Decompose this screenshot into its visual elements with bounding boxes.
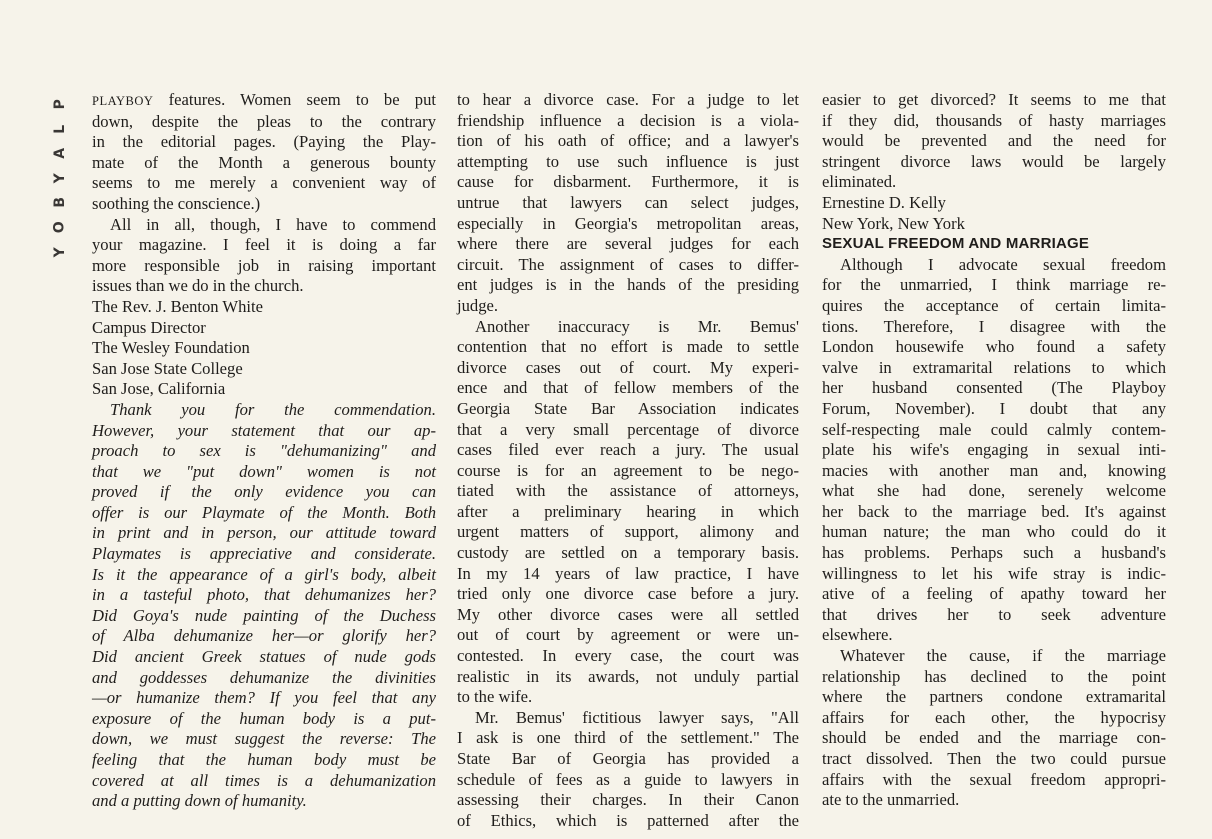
- editorial-reply: [92, 400, 436, 812]
- text-line: Playmates is appreciative and considerate.: [92, 544, 436, 564]
- text-line: after a preliminary hearing in which: [457, 501, 799, 521]
- letter-paragraph-continued: [822, 90, 1166, 193]
- text-line: human nature; the man who could do it: [822, 522, 1166, 542]
- column-1: [92, 90, 436, 812]
- signature-line: Ernestine D. Kelly: [822, 192, 946, 212]
- text-line: —or humanize them? If you feel that any: [92, 688, 436, 708]
- masthead-letter: A: [51, 148, 68, 159]
- masthead-letter: L: [51, 124, 68, 134]
- text-line: in print and in person, our attitude toward: [92, 523, 436, 543]
- text-line: cases filed ever reach a jury. The usual: [457, 440, 799, 460]
- text-line: proved if the only evidence you can: [92, 482, 436, 502]
- text-line: what she had done, serenely welcome: [822, 481, 1166, 501]
- text-line: feeling that the human body must be: [92, 750, 436, 769]
- text-line: affairs for each other, the hypocrisy: [822, 707, 1166, 727]
- text-line: assessing their charges. In their Canon: [457, 790, 799, 810]
- letter-paragraph-2: [822, 646, 1166, 811]
- text-line: Thank you for the commendation.: [110, 399, 436, 419]
- text-line: Whatever the cause, if the marriage: [840, 646, 1166, 666]
- text-line: State Bar of Georgia has provided a: [457, 749, 799, 768]
- text-line: London housewife who found a safety: [822, 337, 1166, 357]
- text-line: affairs with the sexual freedom appropri-: [822, 769, 1166, 789]
- text-line: macies with another man and, knowing: [822, 460, 1166, 480]
- masthead-letter: P: [51, 99, 68, 110]
- letter-paragraph-3: [457, 708, 799, 832]
- text-line: that a very small percentage of divorce: [457, 419, 799, 439]
- text-line: that we "put down" women is not: [92, 461, 436, 481]
- text-line: I ask is one third of the settlement." The: [457, 728, 799, 748]
- text-line: and a putting down of humanity.: [92, 791, 307, 811]
- text-line: out of court by agreement or were un-: [457, 625, 799, 645]
- masthead-letter: O: [51, 221, 68, 234]
- text-line: eliminated.: [822, 172, 897, 192]
- letter-paragraph-2: [457, 317, 799, 708]
- text-line: Mr. Bemus' fictitious lawyer says, "All: [475, 707, 799, 727]
- text-line: ate to the unmarried.: [822, 790, 960, 810]
- signature-line: New York, New York: [822, 213, 965, 233]
- column-3: [822, 90, 1166, 811]
- letter-signature: [822, 193, 1166, 234]
- playboy-vertical-masthead: [52, 92, 68, 264]
- text-line: Although I advocate sexual freedom: [840, 254, 1166, 274]
- text-line: untrue that lawyers can select judges,: [457, 192, 799, 212]
- signature-line: San Jose, California: [92, 379, 226, 399]
- letter-paragraph-1: [822, 255, 1166, 646]
- text-line: However, your statement that our ap-: [92, 420, 436, 440]
- text-line: Another inaccuracy is Mr. Bemus': [475, 316, 799, 336]
- letter-paragraph-2: [92, 215, 436, 297]
- text-line: where there are several judges for each: [457, 234, 799, 254]
- text-line: more responsible job in raising important: [92, 255, 436, 275]
- text-line: tiated with the assistance of attorneys,: [457, 481, 799, 501]
- text-line: in a tasteful photo, that dehumanizes her?: [92, 585, 436, 605]
- text-line: exposure of the human body is a put-: [92, 708, 436, 728]
- letter-paragraph-continued: [457, 90, 799, 317]
- text-line: that drives her to seek adventure: [822, 604, 1166, 624]
- text-line: covered at all times is a dehumanization: [92, 770, 436, 790]
- text-line: judge.: [457, 295, 499, 315]
- text-line: ent judges is in the hands of the presiding: [457, 275, 799, 295]
- text-line: contested. In every case, the court was: [457, 646, 799, 666]
- text-line: ence and that of fellow members of the: [457, 378, 799, 398]
- text-line: has problems. Perhaps such a husband's: [822, 543, 1166, 563]
- text-line: to the wife.: [457, 687, 533, 707]
- text-line: your magazine. I feel it is doing a far: [92, 235, 436, 255]
- text-line: divorce cases out of court. My experi-: [457, 357, 799, 377]
- text-line: Did Goya's nude painting of the Duchess: [92, 605, 436, 625]
- text-line: custody are settled on a temporary basis.: [457, 543, 799, 563]
- text-line: down, we must suggest the reverse: The: [92, 729, 436, 749]
- text-line: attempting to use such influence is just: [457, 151, 799, 171]
- text-line: tions. Therefore, I disagree with the: [822, 316, 1166, 336]
- text-line: cause for disbarment. Furthermore, it is: [457, 172, 799, 192]
- text-line: easier to get divorced? It seems to me that: [822, 90, 1166, 109]
- text-line: seems to me merely a convenient way of: [92, 173, 436, 193]
- text-line: especially in Georgia's metropolitan areas,: [457, 213, 799, 233]
- signature-line: The Wesley Foundation: [92, 338, 250, 358]
- text-line: should be ended and the marriage con-: [822, 728, 1166, 748]
- text-line: willingness to let his wife stray is indic-: [822, 563, 1166, 583]
- signature-line: Campus Director: [92, 317, 206, 337]
- text-line: elsewhere.: [822, 625, 893, 645]
- text-line: course is for an agreement to be nego-: [457, 460, 799, 480]
- text-line: of Ethics, which is patterned after the: [457, 810, 799, 830]
- text-line: offer is our Playmate of the Month. Both: [92, 502, 436, 522]
- text-line: urgent matters of support, alimony and: [457, 522, 799, 542]
- text-line: Did ancient Greek statues of nude gods: [92, 647, 436, 667]
- text-line: soothing the conscience.): [92, 193, 261, 213]
- text-line: issues than we do in the church.: [92, 276, 304, 296]
- text-line: relationship has declined to the point: [822, 666, 1166, 686]
- text-line: Is it the appearance of a girl's body, albeit: [92, 564, 436, 584]
- text-line: of Alba dehumanize her—or glorify her?: [92, 626, 436, 646]
- text-line: Georgia State Bar Association indicates: [457, 398, 799, 418]
- text-line: where the partners condone extramarital: [822, 687, 1166, 707]
- text-line: for the unmarried, I think marriage re-: [822, 275, 1166, 295]
- text-line: tried only one divorce case before a jury.: [457, 584, 799, 604]
- text-line: mate of the Month a generous bounty: [92, 152, 436, 172]
- text-line: her back to the marriage bed. It's against: [822, 501, 1166, 521]
- text-line: valve in extramarital relations to which: [822, 357, 1166, 377]
- text-line: tion of his oath of office; and a lawyer's: [457, 131, 799, 151]
- text-line: quires the acceptance of certain limita-: [822, 295, 1166, 315]
- masthead-letter: B: [51, 197, 68, 209]
- text-line: stringent divorce laws would be largely: [822, 151, 1166, 171]
- text-line: her husband consented (The Playboy: [822, 378, 1166, 398]
- text-line: if they did, thousands of hasty marriages: [822, 110, 1166, 130]
- text-line: tract dissolved. Then the two could pursue: [822, 749, 1166, 768]
- section-heading: SEXUAL FREEDOM AND MARRIAGE: [822, 235, 1090, 253]
- text-line: All in all, though, I have to commend: [110, 214, 436, 234]
- text-line: and goddesses dehumanize the divinities: [92, 667, 436, 687]
- playboy-smallcaps: PLAYBOY: [92, 94, 154, 108]
- text-line: self-respecting male could calmly contem-: [822, 419, 1166, 439]
- text-line: contention that no effort is made to settle: [457, 337, 799, 357]
- text-line: Forum, November). I doubt that any: [822, 398, 1166, 418]
- letter-paragraph-1: [92, 112, 436, 215]
- text-line: realistic in its awards, not unduly partial: [457, 666, 799, 686]
- column-2: [457, 90, 799, 831]
- signature-line: The Rev. J. Benton White: [92, 296, 263, 316]
- text-line: proach to sex is "dehumanizing" and: [92, 441, 436, 461]
- text-line: plate his wife's engaging in sexual inti-: [822, 440, 1166, 460]
- letter-signature: [92, 297, 436, 400]
- text-line: to hear a divorce case. For a judge to let: [457, 90, 799, 109]
- masthead-letter: Y: [51, 173, 68, 184]
- text-line: In my 14 years of law practice, I have: [457, 563, 799, 583]
- text-line: would be prevented and the need for: [822, 131, 1166, 151]
- text-line: circuit. The assignment of cases to differ-: [457, 254, 799, 274]
- text-line: My other divorce cases were all settled: [457, 604, 799, 624]
- text-line: schedule of fees as a guide to lawyers in: [457, 769, 799, 789]
- text-line: friendship influence a decision is a viola-: [457, 110, 799, 130]
- text-line: down, despite the pleas to the contrary: [92, 111, 436, 131]
- text-line: ative of a feeling of apathy toward her: [822, 584, 1166, 604]
- letter-opening-line: PLAYBOY features. Women seem to be put: [92, 90, 436, 109]
- masthead-letter: Y: [51, 246, 68, 257]
- signature-line: San Jose State College: [92, 358, 243, 378]
- text-line: in the editorial pages. (Paying the Play-: [92, 132, 436, 152]
